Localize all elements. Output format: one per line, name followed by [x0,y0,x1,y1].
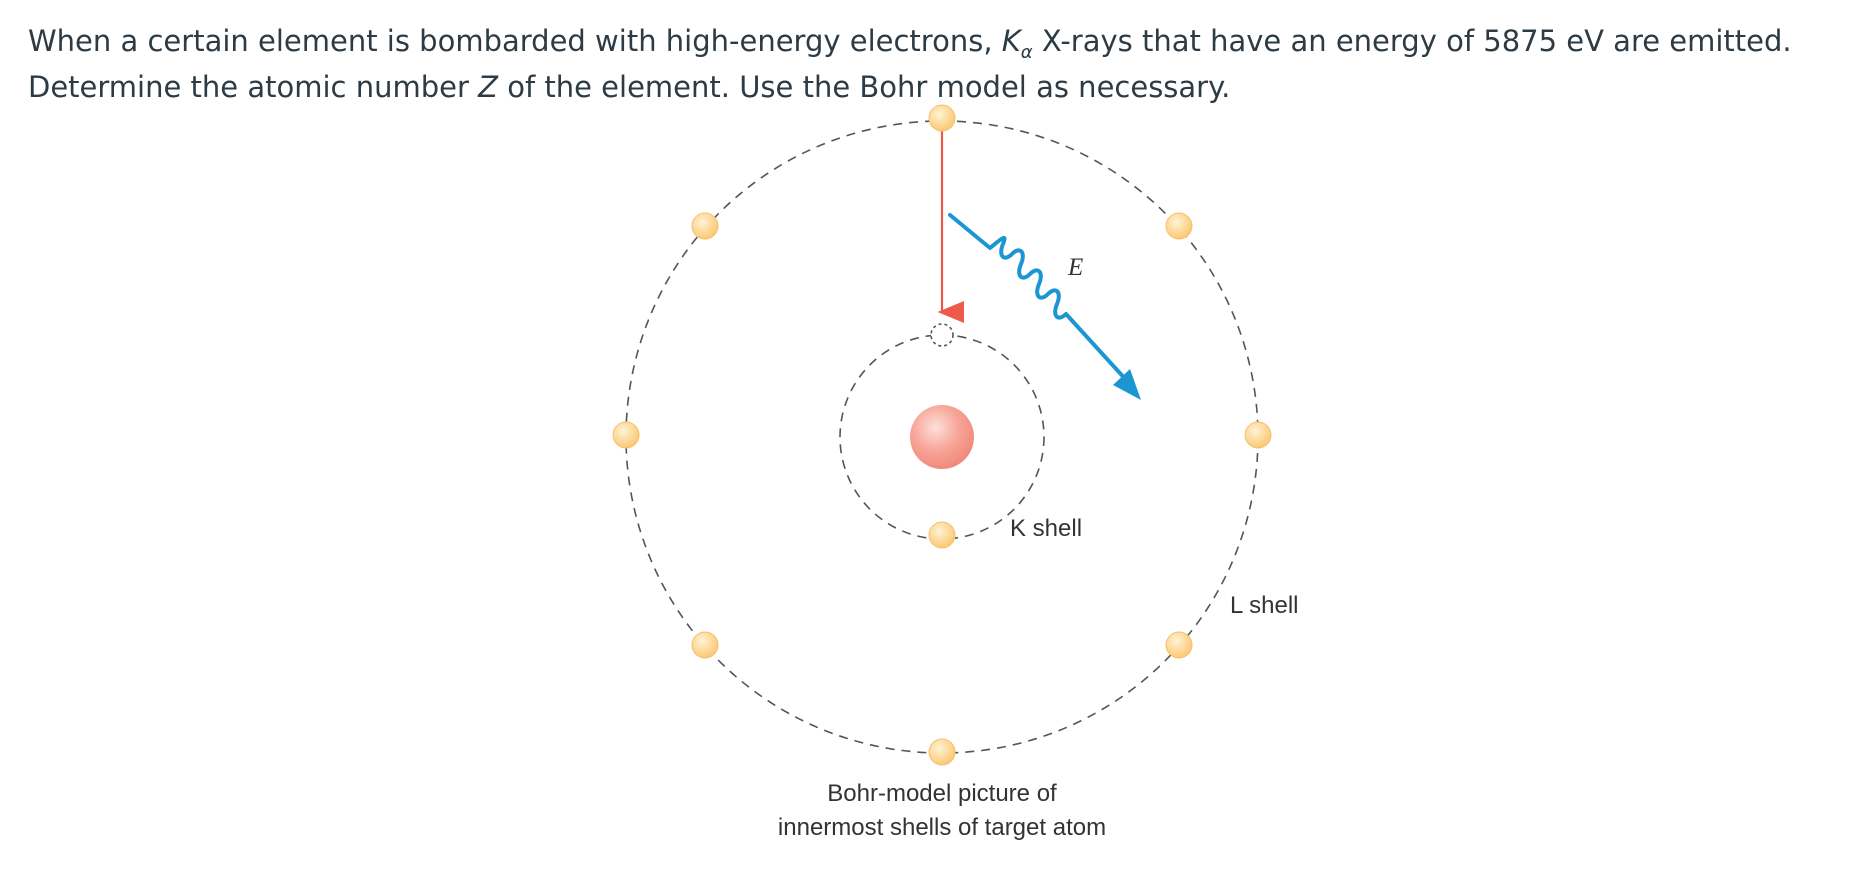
question-part-1: When a certain element is bombarded with high-energy electrons, [28,24,1002,58]
z-symbol: Z [478,70,498,104]
caption-line-1: Bohr-model picture of [827,780,1057,807]
l-shell-electron-lower-left [692,632,718,658]
l-shell-electron-left [613,422,639,448]
question-part-2: X-rays that have an energy of 5875 eV are emitted. Determine the atomic number [28,24,1792,104]
alpha-subscript: α [1020,42,1033,63]
l-shell-electron-top [929,105,955,131]
photon-energy-label: E [1068,254,1084,281]
caption-line-2: innermost shells of target atom [777,814,1107,841]
l-shell-electron-upper-left [692,213,718,239]
k-shell-label: K shell [1010,515,1083,542]
k-shell-vacancy [931,324,953,346]
l-shell-electron-bottom [929,739,955,765]
l-shell-electron-lower-right [1166,632,1192,658]
photon-wave [950,215,1128,382]
k-symbol: K [1001,24,1021,58]
l-shell-electron-upper-right [1166,213,1192,239]
l-shell-electron-right [1245,422,1271,448]
k-shell-electron [929,522,955,548]
nucleus [910,405,974,469]
l-shell-label: L shell [1230,592,1299,619]
question-part-3: of the element. Use the Bohr model as necessary. [497,70,1231,104]
photon-arrowhead [1113,369,1141,400]
